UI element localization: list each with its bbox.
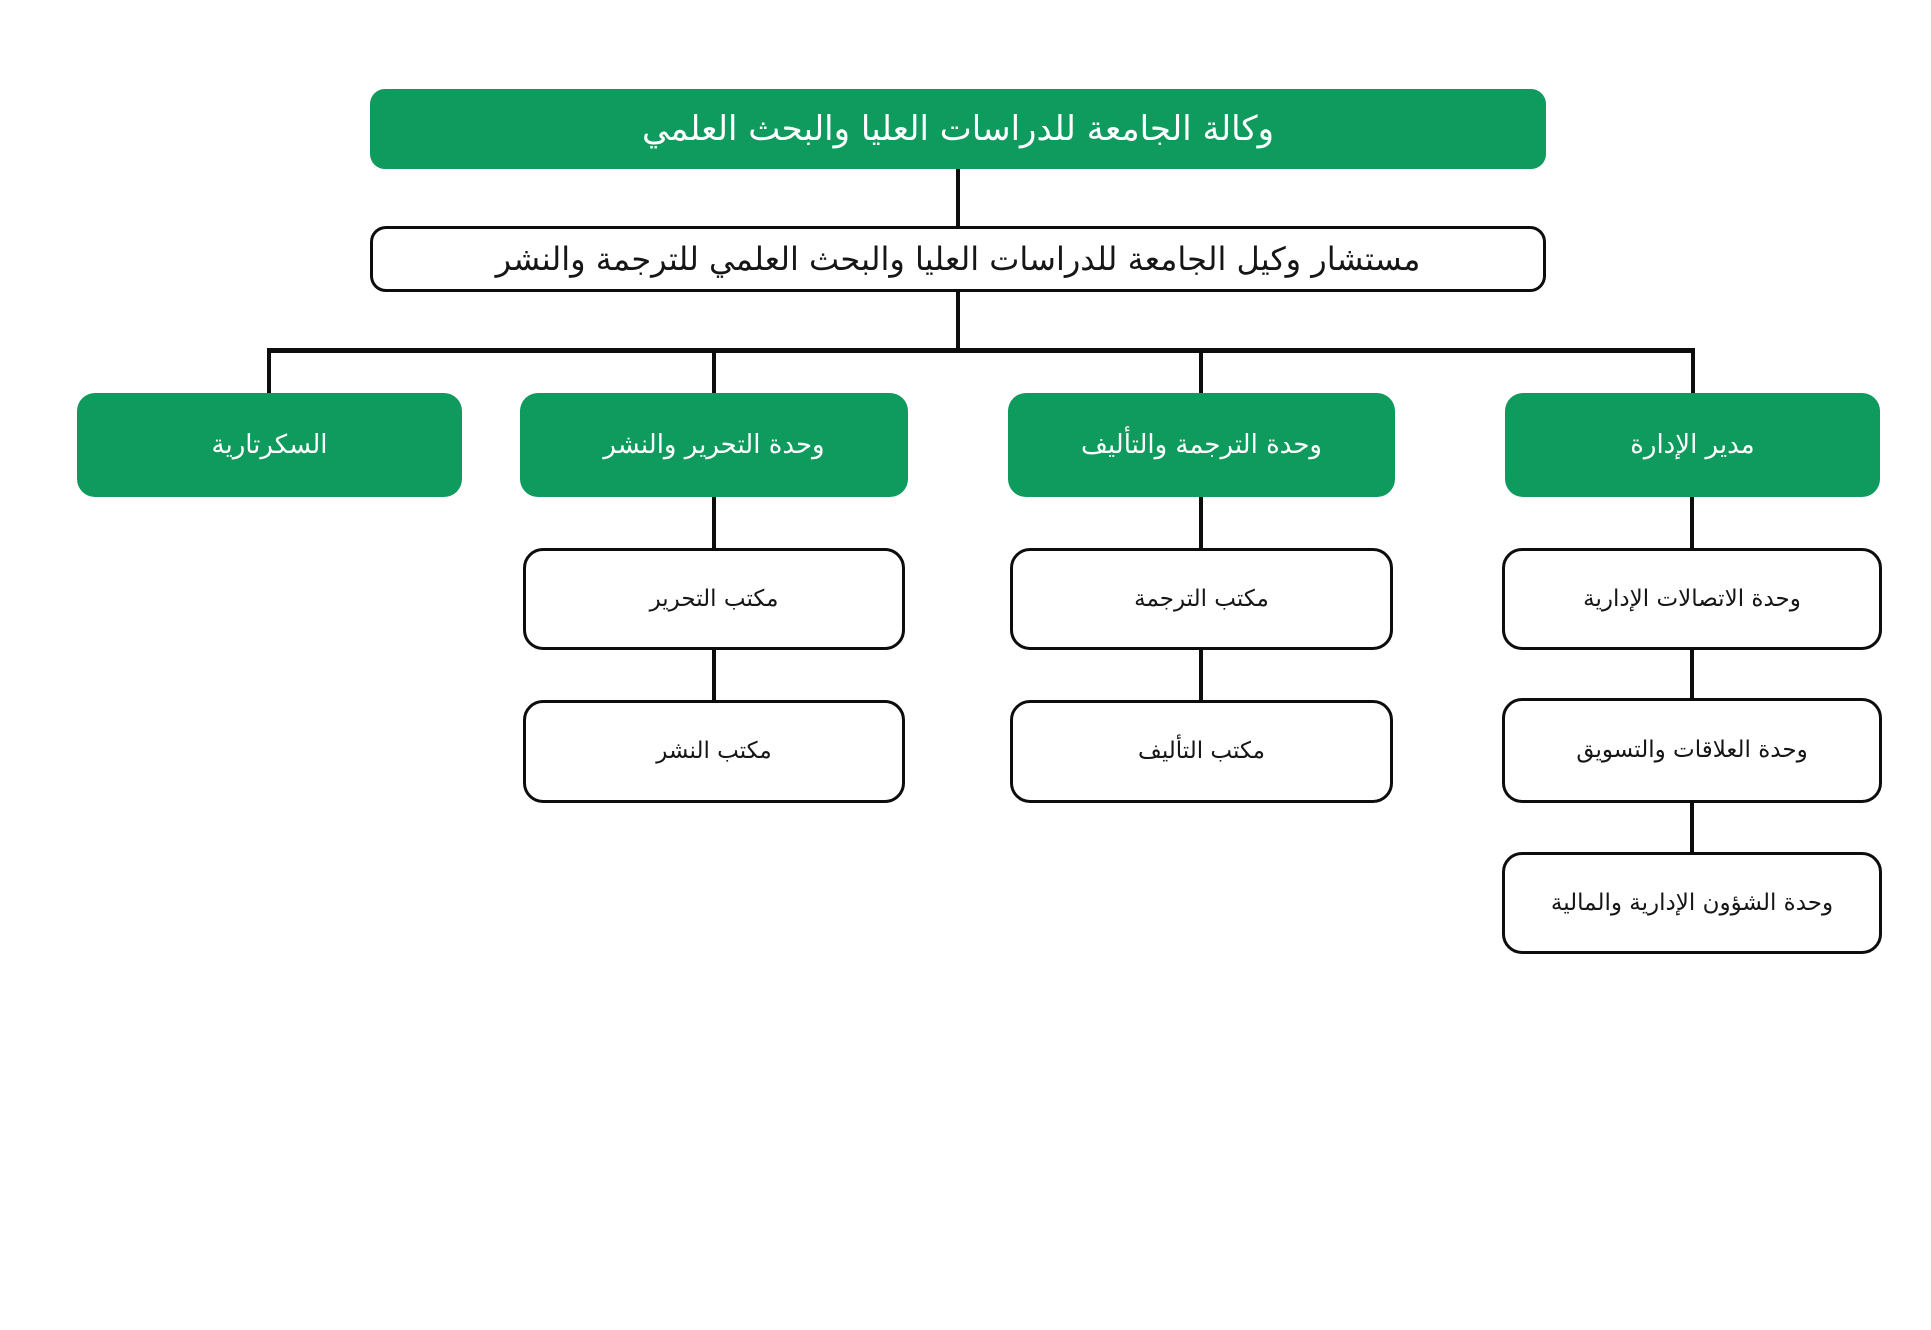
connector-director-child1-child2 — [1690, 650, 1694, 698]
node-label: وحدة الترجمة والتأليف — [1081, 429, 1322, 460]
node-secretariat — [77, 393, 462, 497]
connector-drop-editing-publishing — [712, 350, 716, 395]
connector-advisor-bus — [956, 292, 960, 350]
node-university-agency — [370, 89, 1546, 169]
node-publishing-office — [523, 700, 905, 803]
node-label: وحدة الشؤون الإدارية والمالية — [1550, 889, 1834, 916]
node-admin-communications-unit — [1502, 548, 1882, 650]
node-label: السكرتارية — [211, 429, 328, 460]
connector-drop-secretariat — [267, 350, 271, 395]
connector-director-child1 — [1690, 497, 1694, 548]
connector-editing-child1-child2 — [712, 650, 716, 700]
node-label: مكتب الترجمة — [1134, 585, 1269, 612]
connector-translation-child1-child2 — [1199, 650, 1203, 700]
node-authoring-office — [1010, 700, 1393, 803]
node-label: مكتب التحرير — [649, 585, 779, 612]
node-label: مكتب التأليف — [1138, 738, 1265, 765]
node-administration-director — [1505, 393, 1880, 497]
connector-bus — [267, 348, 1695, 353]
connector-drop-translation-authoring — [1199, 350, 1203, 395]
node-translation-authoring-unit — [1008, 393, 1395, 497]
connector-director-child2-child3 — [1690, 803, 1694, 852]
node-translation-office — [1010, 548, 1393, 650]
connector-translation-unit-child1 — [1199, 497, 1203, 548]
node-label: وحدة العلاقات والتسويق — [1576, 737, 1808, 764]
node-label: مستشار وكيل الجامعة للدراسات العليا والبحث العلمي للترجمة والنشر — [495, 240, 1421, 278]
node-relations-marketing-unit — [1502, 698, 1882, 803]
node-label: وكالة الجامعة للدراسات العليا والبحث العلمي — [641, 108, 1275, 149]
node-label: وحدة الاتصالات الإدارية — [1583, 585, 1801, 612]
connector-drop-administration-director — [1691, 350, 1695, 395]
node-advisor — [370, 226, 1546, 292]
connector-editing-unit-child1 — [712, 497, 716, 548]
node-label: وحدة التحرير والنشر — [603, 429, 825, 460]
node-label: مدير الإدارة — [1630, 429, 1755, 460]
node-editing-office — [523, 548, 905, 650]
node-label: مكتب النشر — [656, 738, 772, 765]
node-editing-publishing-unit — [520, 393, 908, 497]
node-admin-financial-affairs-unit — [1502, 852, 1882, 954]
connector-root-advisor — [956, 169, 960, 226]
